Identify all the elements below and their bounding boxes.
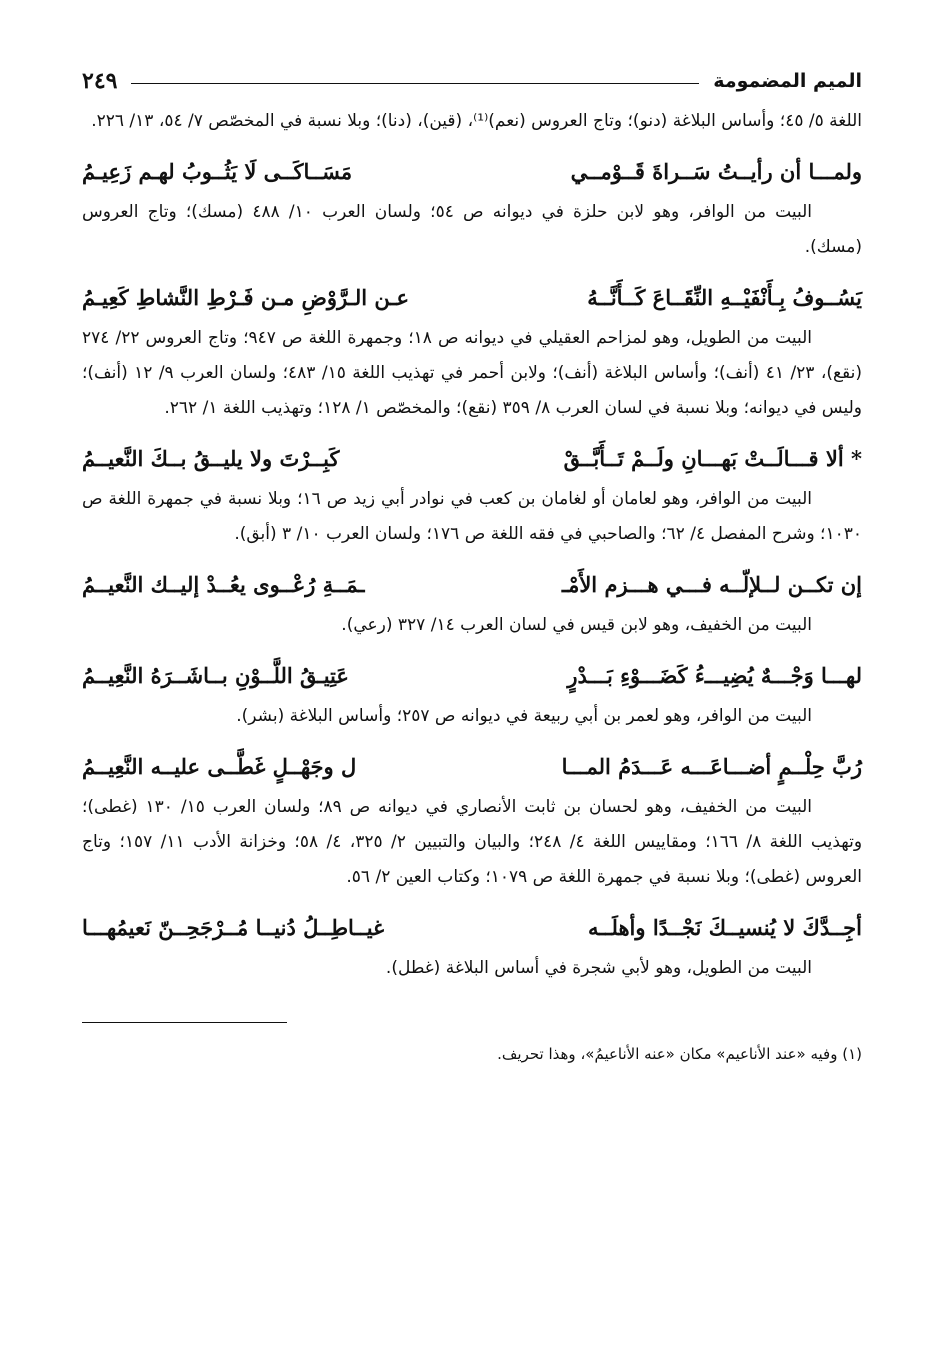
- verse-line: [82, 560, 862, 608]
- entry: [82, 903, 862, 986]
- section-title: الميم المضمومة: [713, 70, 862, 92]
- page: [82, 66, 862, 1067]
- entry: [82, 434, 862, 552]
- page-number: ٢٤٩: [82, 68, 118, 94]
- footnote-rule: [82, 1022, 287, 1023]
- verse-source: البيت من الخفيف، وهو لابن قيس في لسان العرب ١٤/ ٣٢٧ (رعي).: [341, 615, 812, 635]
- verse-first-hemistich: ولمـــا أن رأيــتُ سَــراةَ قَــوْمــي: [570, 158, 862, 184]
- verse-source: البيت من الطويل، وهو لمزاحم العقيلي في ديوانه ص ١٨؛ وجمهرة اللغة ص ٩٤٧؛ وتاج العروس ٢٢/ ٢٧٤ (نقع)، ٢٣/ ٤١ (أنف)؛ وأساس البلاغة (أنف)؛ ولابن أحمر في تهذيب اللغة ١٥/ ٤٨٣؛ ولسان العرب ٩/ ١٢ (أنف)؛ وليس في ديوانه؛ وبلا نسبة في لسان العرب ٨/ ٣٥٩ (نقع)؛ والمخصّص ١/ ١٢٨؛ وتهذيب اللغة ١/ ٢٦٢.: [82, 328, 862, 418]
- verse-source: البيت من الوافر، وهو لعمر بن أبي ربيعة في ديوانه ص ٢٥٧؛ وأساس البلاغة (بشر).: [236, 706, 812, 726]
- verse-source: البيت من الخفيف، وهو لحسان بن ثابت الأنصاري في ديوانه ص ٨٩؛ ولسان العرب ١٥/ ١٣٠ (غطى)؛ وتهذيب اللغة ٨/ ١٦٦؛ ومقاييس اللغة ٤/ ٢٤٨؛ والبيان والتبيين ٢/ ٣٢٥، ٤/ ٥٨؛ وخزانة الأدب ١١/ ١٥٧؛ وتاج العروس (غطى)؛ وبلا نسبة في جمهرة اللغة ص ١٠٧٩؛ وكتاب العين ٢/ ٥٦.: [82, 797, 863, 887]
- verse-line: [82, 651, 862, 699]
- verse-source: البيت من الوافر، وهو لعامان أو لغامان بن كعب في نوادر أبي زيد ص ١٦؛ وبلا نسبة في جمهرة اللغة ص ١٠٣٠؛ وشرح المفصل ٤/ ٦٢؛ والصاحبي في فقه اللغة ص ١٧٦؛ ولسان العرب ١٠/ ٣ (أبق).: [82, 489, 862, 544]
- verse-first-hemistich: لهـــا وَجْـــهٌ يُضِيـــءُ كَضَـــوْءِ بَـــدْرٍ: [567, 662, 862, 688]
- verse-second-hemistich: كَبِــرْتَ ولا يليــقُ بــكَ النَّعيــمُ: [82, 445, 340, 471]
- entry: [82, 147, 862, 265]
- verse-line: [82, 903, 862, 951]
- verse-first-hemistich: يَسُــوفُ بِـأَنْفَيْــهِ النِّقَــاعَ كَــأَنَّــهُ: [587, 284, 862, 310]
- entry: [82, 560, 862, 643]
- verse-line: [82, 742, 862, 790]
- verse-first-hemistich: أجِــدَّكَ لا يُنسيــكَ نَجْــدًا وأهلَــه: [587, 914, 862, 940]
- verse-first-hemistich: رُبَّ حِلْــمٍ أضـــاعَـــه عَـــدَمُ المـــا: [561, 753, 862, 779]
- verse-second-hemistich: عـن الـرَّوْضِ مـن فَـرْطِ النَّشاطِ كَعِيـمُ: [82, 284, 410, 310]
- continuation-text: اللغة ٥/ ٤٥؛ وأساس البلاغة (دنو)؛ وتاج العروس (نعم)⁽¹⁾، (قين)، (دنا)؛ وبلا نسبة في المخصّص ٧/ ٥٤، ١٣/ ٢٢٦.: [91, 111, 862, 131]
- verse-second-hemistich: ـمَــةِ رُعْــوى يعُــدْ إليــك النَّعيــمُ: [82, 571, 365, 597]
- verse-first-hemistich: إن تكــن لــلإلّــه فـــي هـــزم الأَمْـ: [561, 571, 862, 597]
- verse-source: البيت من الطويل، وهو لأبي شجرة في أساس البلاغة (غطل).: [385, 958, 812, 978]
- verse-second-hemistich: مَسَــاكَــى لَا يَثُــوبُ لهـم زَعِيـمُ: [82, 158, 353, 184]
- running-header: [82, 66, 862, 96]
- header-rule: [131, 83, 699, 84]
- entry: [82, 742, 862, 895]
- verse-line: [82, 273, 862, 321]
- entry: [82, 273, 862, 426]
- verse-first-hemistich: * ألا قـــالَــتْ بَهـــانِ ولَــمْ تَــأَبَّــقْ: [563, 445, 862, 471]
- entry: [82, 651, 862, 734]
- verse-second-hemistich: عَتِيـقُ اللَّــوْنِ بــاشَــرَهُ النَّعِيــمُ: [82, 662, 349, 688]
- footnote: (١) وفيه «عند الأناعيم» مكان «عنه الأناعيمُ»، وهذا تحريف.: [497, 1045, 862, 1063]
- verse-second-hemistich: ل وجَهْــلٍ غَطَّــى عليــه النَّعِيــمُ: [82, 753, 357, 779]
- verse-line: [82, 147, 862, 195]
- verse-second-hemistich: غيــاطِــلُ دُنيــا مُــرْجَحِــنّ نَعيمُهـــا: [82, 914, 385, 940]
- verse-line: [82, 434, 862, 482]
- verse-source: البيت من الوافر، وهو لابن حلزة في ديوانه ص ٥٤؛ ولسان العرب ١٠/ ٤٨٨ (مسك)؛ وتاج العروس (مسك).: [82, 202, 862, 257]
